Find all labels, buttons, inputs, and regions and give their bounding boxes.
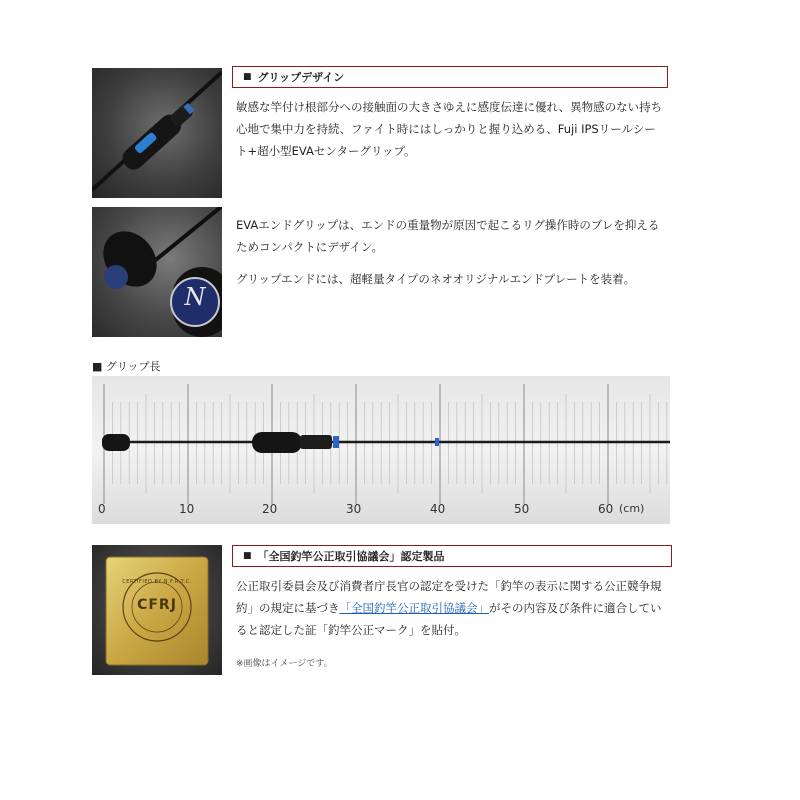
reel-seat-shape [300,435,332,449]
end-grip-shape [102,434,130,451]
fair-trade-text-after: がその内容及び条件に適合していると認定した証「釣竿公正マーク」を貼付。 [236,601,662,637]
grip-design-photo [92,68,222,198]
seal-logo: CFRJ [137,597,177,613]
grip-design-text: 敏感な竿付け根部分への接触面の大きさゆえに感度伝達に優れ、異物感のない持ち心地で集中力を持続、ファイト時にはしっかりと握り込める、Fuji IPSリールシート+超小型EVAセンターグリップ。 [236,100,663,158]
grip-length-label [92,358,160,374]
grip-length-title: グリップ長 [105,360,161,373]
fair-trade-text-before: 公正取引委員会及び消費者庁長官の認定を受けた「釣竿の表示に関する公正競争規約」の規定に基づき [236,579,662,615]
ruler-tick-20: 20 [262,502,278,516]
end-grip-illustration [92,207,222,337]
fair-trade-council-link[interactable]: 「全国釣竿公正取引協議会」 [339,601,489,615]
ruler-tick-10: 10 [179,502,195,516]
grip-design-description [236,96,666,162]
fair-trade-marker: ■ [243,551,252,561]
header-marker: ■ [243,72,252,82]
end-grip-description [236,214,666,290]
ruler-tick-60: 60 [598,502,614,516]
seal-caption: CERTIFIED BY N.F.R.T.C. [122,579,192,585]
guide-accent-shape [435,438,439,446]
end-grip-text-1: EVAエンドグリップは、エンドの重量物が原因で起こるリグ操作時のブレを抑えるためコンパクトにデザイン。 [236,218,660,254]
blue-ring-shape [333,436,339,448]
end-grip-photo [92,207,222,337]
fair-trade-header [232,545,672,567]
ruler-tick-labels [92,502,670,520]
ruler-tick-30: 30 [346,502,362,516]
rod-grip-illustration [92,68,222,198]
grip-length-marker: ■ [92,360,103,373]
center-grip-shape [252,432,302,453]
end-grip-text-2: グリップエンドには、超軽量タイプのネオオリジナルエンドプレートを装着。 [236,272,636,286]
ruler-tick-0: 0 [98,502,106,516]
fair-trade-title: 「全国釣竿公正取引協議会」認定製品 [257,550,445,563]
header-title: グリップデザイン [257,71,345,84]
fair-trade-description [236,575,668,641]
fair-trade-text [236,575,668,641]
ruler-tick-40: 40 [430,502,446,516]
fair-trade-mark-photo [92,545,222,675]
grip-design-header [232,66,668,88]
ruler-tick-50: 50 [514,502,530,516]
end-plate-badge: N [184,283,206,311]
ruler-unit: (cm) [619,502,645,515]
image-note: ※画像はイメージです。 [236,659,333,669]
